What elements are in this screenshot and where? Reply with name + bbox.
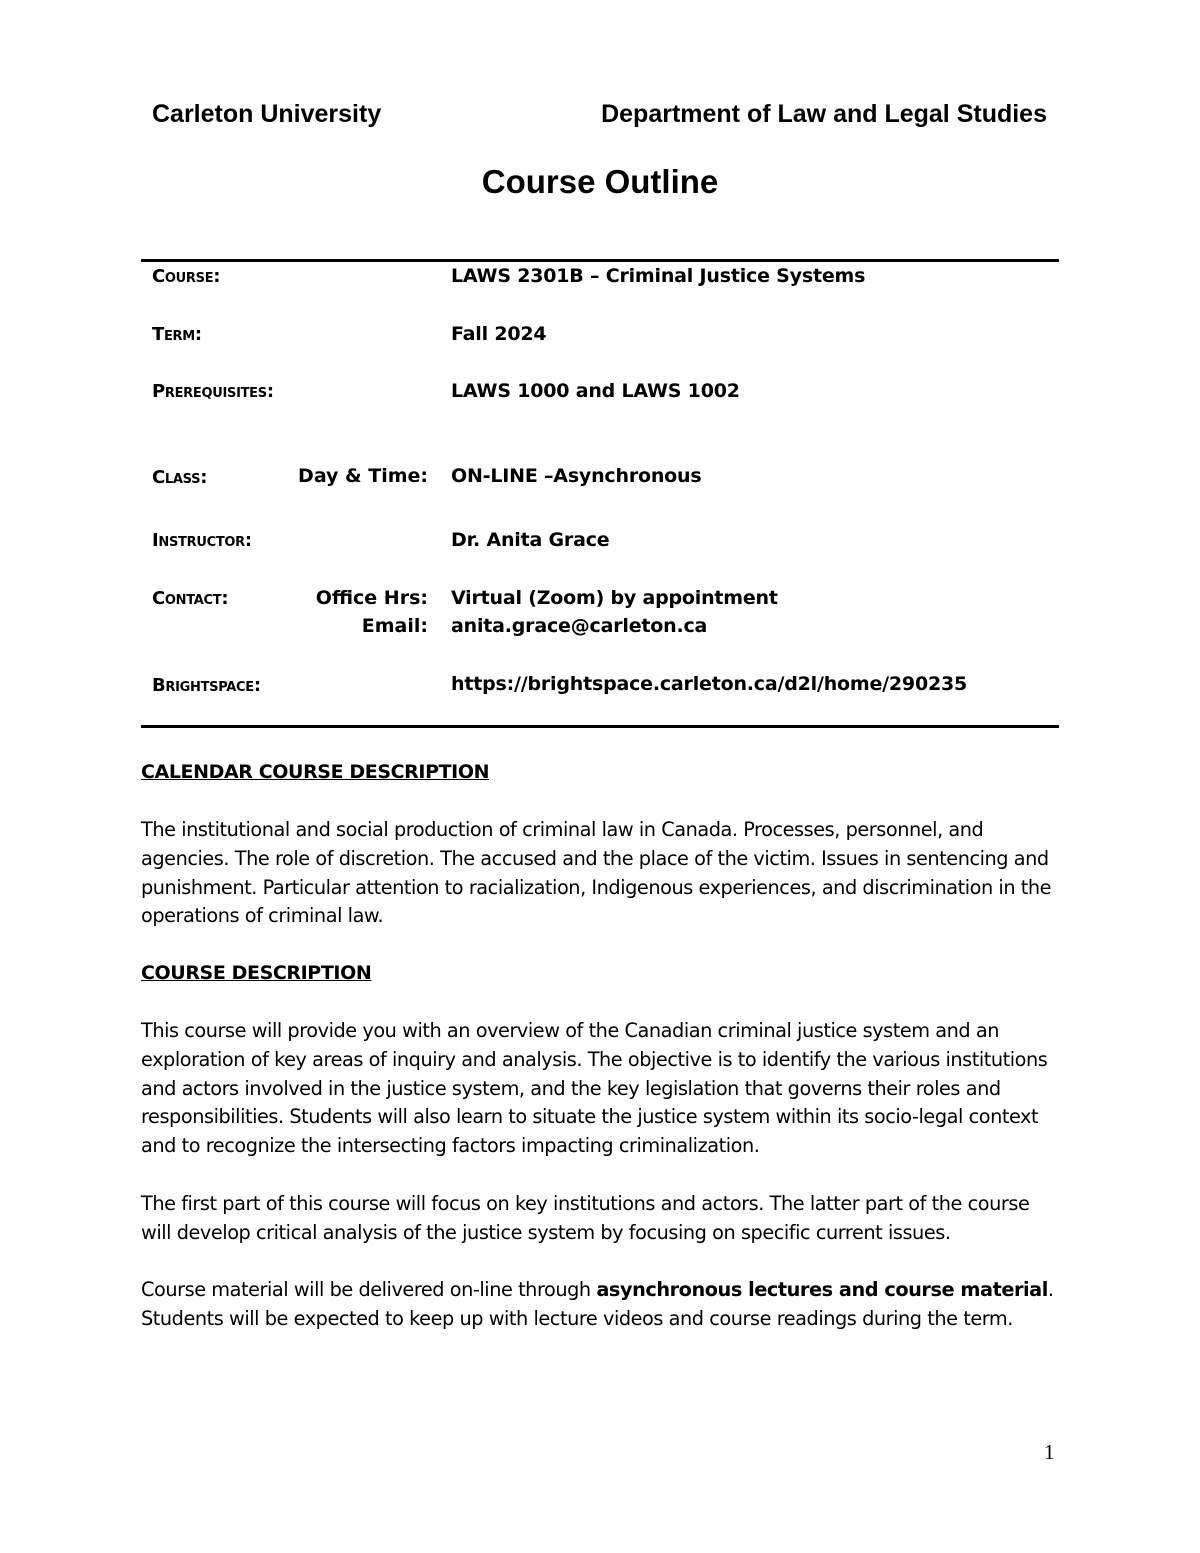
brightspace-label: Brightspace: [152,675,261,696]
office-hours-label: Office Hrs: [315,587,428,609]
email-value[interactable]: anita.grace@carleton.ca [451,615,708,637]
prerequisites-label: Prerequisites: [152,381,274,402]
page-title: Course Outline [481,163,719,200]
course-description-paragraph-3 [141,1276,1061,1334]
class-value: ON-LINE –Asynchronous [451,465,702,487]
email-label: Email: [361,615,428,637]
paragraph-3-end: . Students will be expected to keep up with lecture videos and course readings during the term. [141,1278,1054,1330]
course-description-heading: COURSE DESCRIPTION [141,962,372,984]
bottom-rule [141,725,1059,728]
class-label: Class: [152,467,208,488]
term-value: Fall 2024 [451,323,547,345]
department-name: Department of Law and Legal Studies [601,100,1047,128]
term-label: Term: [152,324,202,345]
calendar-description-text: The institutional and social production of criminal law in Canada. Processes, personnel, and agencies. The role of discretion. The accused and the place of the victim. Issues in sentencing and punishment. Particular attention to racialization, Indigenous experiences, and discrimination in the operations of criminal law. [141,818,1052,928]
university-name: Carleton University [152,100,382,128]
prerequisites-value: LAWS 1000 and LAWS 1002 [451,380,740,402]
instructor-label: Instructor: [152,530,252,551]
course-description-paragraph-1: This course will provide you with an overview of the Canadian criminal justice system and an exploration of key areas of inquiry and analysis. The objective is to identify the various institutions and actors involved in the justice system, and the key legislation that governs their roles and responsibilities. Students will also learn to situate the justice system within its socio-legal context and to recognize the intersecting factors impacting criminalization. [141,1019,1048,1158]
office-hours-value: Virtual (Zoom) by appointment [451,587,778,609]
page-number: 1 [1044,1440,1055,1464]
course-value: LAWS 2301B – Criminal Justice Systems [451,265,866,287]
class-daytime-label: Day & Time: [298,465,428,487]
brightspace-link[interactable]: https://brightspace.carleton.ca/d2l/home/290235 [451,673,968,695]
contact-label: Contact: [152,588,229,609]
paragraph-3-emphasis: asynchronous lectures and course material [596,1278,1048,1301]
top-rule [141,259,1059,262]
instructor-value: Dr. Anita Grace [451,529,610,551]
course-description-paragraph-2: The first part of this course will focus on key institutions and actors. The latter part of the course will develop critical analysis of the justice system by focusing on specific current issues. [141,1192,1030,1244]
paragraph-3-start: Course material will be delivered on-line through [141,1278,597,1301]
calendar-description-heading: CALENDAR COURSE DESCRIPTION [141,761,490,783]
course-label: Course: [152,266,221,287]
